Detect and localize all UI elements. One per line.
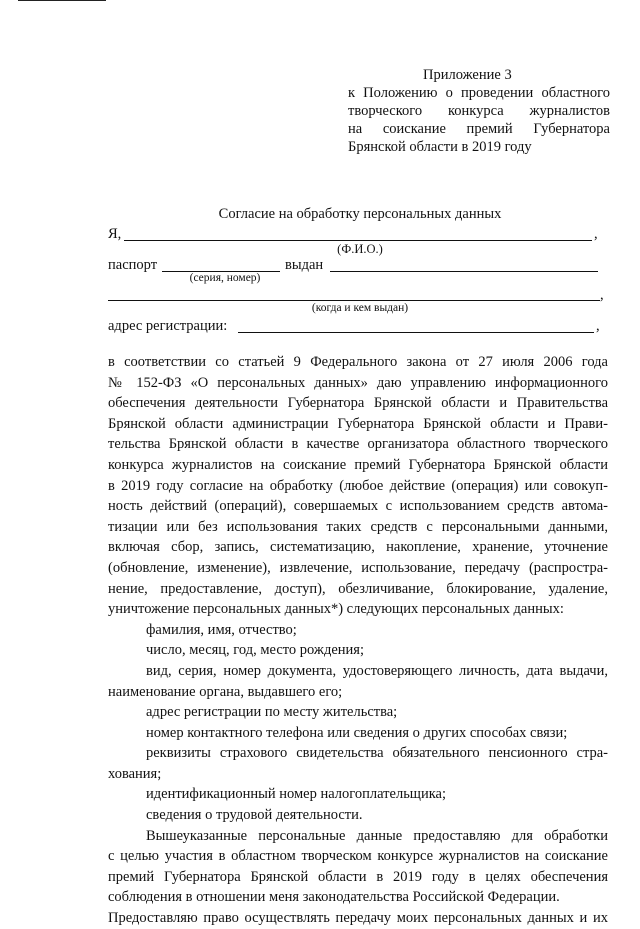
document-title: Согласие на обработку персональных данных [218,206,502,222]
fio-field[interactable] [124,240,592,241]
list-item-continuation: наименование органа, выдавшего его; [108,683,343,700]
list-item: фамилия, имя, отчество; [146,621,297,638]
consent-body [108,352,608,929]
appendix-title: Приложение 3 [423,67,512,83]
fio-caption: (Ф.И.О.) [337,242,383,256]
issued-by-caption: (когда и кем выдан) [311,302,409,314]
address-field[interactable] [238,332,594,333]
issued-label: выдан [285,257,324,273]
text-line: в соответствии со статьей 9 Федерального закона от 27 июля 2006 года [108,354,608,370]
text-line: нение, предоставление, доступ), обезличивание, блокирование, удаление, [108,580,608,597]
text-line: соблюдения в отношении меня законодательства Российской Федерации. [108,889,560,906]
passport-issued-field[interactable] [330,271,598,272]
list-item: номер контактного телефона или сведения о других способах связи; [146,724,568,741]
text-line: с целью участия в областном творческом конкурсе журналистов на соискание [108,848,608,865]
comma: , [596,318,600,334]
list-item: сведения о трудовой деятельности. [146,807,363,824]
text-line: (обновление, изменение), извлечение, использование, передачу (распростра- [108,559,608,576]
list-item: число, месяц, год, место рождения; [146,642,364,659]
data-list [108,620,608,826]
issued-by-field[interactable] [108,300,600,301]
list-item: идентификационный номер налогоплательщика; [146,786,447,803]
i-label: Я, [108,226,122,242]
text-line: премий Губернатора Брянской области в 2019 году в целях обеспечения [108,868,608,885]
final-paragraph [108,826,608,929]
appendix-line: на соискание премий Губернатора [348,121,610,137]
text-line: Вышеуказанные персональные данные предоставляю для обработки [146,827,608,844]
appendix-line: творческого конкурса журналистов [348,103,610,119]
comma: , [594,226,598,242]
text-line: Брянской области администрации Губернатора Брянской области и Прави- [108,415,608,432]
text-line: в 2019 году согласие на обработку (любое действие (операция) или совокуп- [108,477,608,494]
text-line: уничтожение персональных данных*) следующих персональных данных: [108,601,564,618]
list-item: адрес регистрации по месту жительства; [146,704,398,721]
appendix-line: Брянской области в 2019 году [348,139,532,155]
appendix-line: к Положению о проведении областного [348,85,610,101]
address-label: адрес регистрации: [108,318,228,334]
text-line: ность действий (операций), совершаемых с использованием средств автома- [108,498,608,515]
list-item: реквизиты страхового свидетельства обязательного пенсионного стра- [146,745,608,762]
list-item: вид, серия, номер документа, удостоверяющего личность, дата выдачи, [146,662,608,679]
text-line: включая сбор, запись, систематизацию, накопление, хранение, уточнение [108,539,608,556]
passport-label: паспорт [108,257,158,273]
comma: , [600,287,604,303]
text-line: конкурса журналистов на соискание премий Губернатора Брянской области [108,456,608,473]
appendix-header [348,66,610,156]
list-item-continuation: хования; [108,765,162,782]
main-paragraph [108,352,608,620]
text-line: № 152-ФЗ «О персональных данных» даю управлению информационного [108,374,608,391]
text-line: тизации или без использования таких средств с персональными данными, [108,518,608,535]
text-line: тельства Брянской области в качестве организатора областного творческого [108,436,608,453]
text-line: обеспечения деятельности Губернатора Брянской области и Правительства [108,395,608,412]
series-caption: (серия, номер) [189,272,261,284]
text-line: Предоставляю право осуществлять передачу моих персональных данных и их [108,910,608,927]
top-edge-rule [18,0,106,1]
